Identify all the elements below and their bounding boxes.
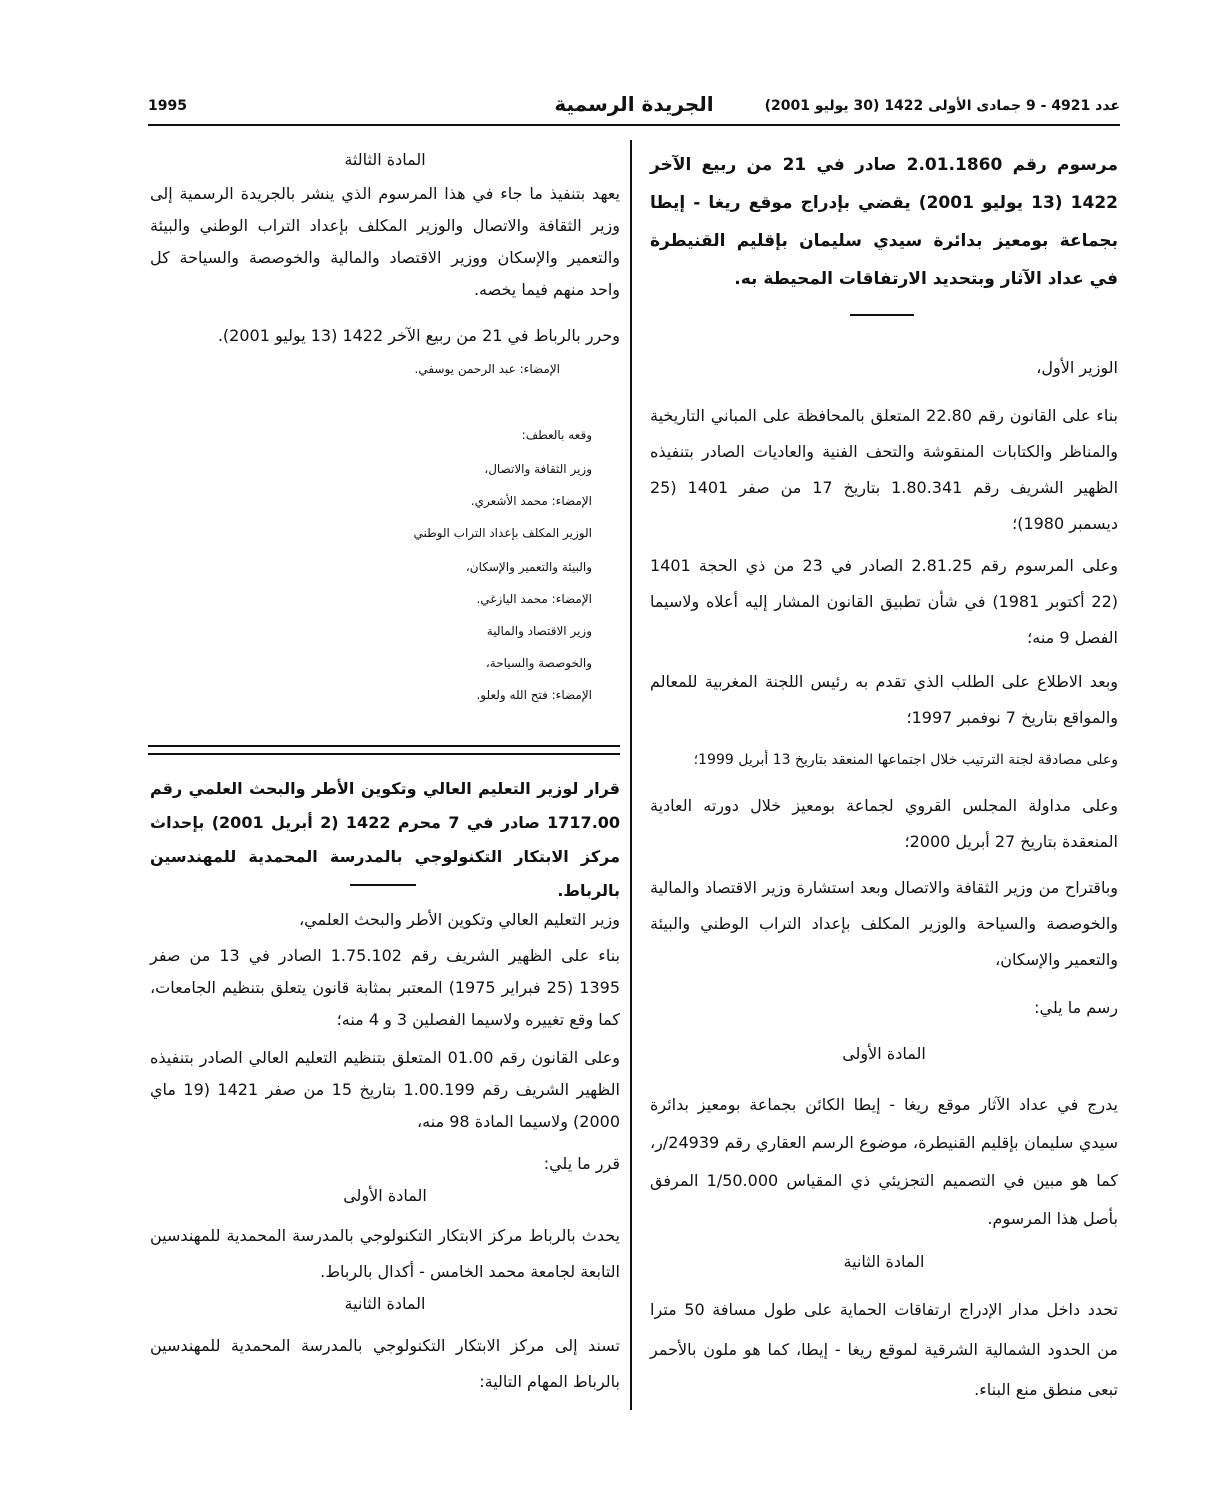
page-number: 1995 [148, 98, 187, 114]
preamble-4: وعلى مصادقة لجنة الترتيب خلال اجتماعها المنعقد بتاريخ 13 أبريل 1999؛ [693, 752, 1118, 768]
article-3-heading: المادة الثالثة [344, 150, 426, 169]
order-title: قرار لوزير التعليم العالي وتكوين الأطر والبحث العلمي رقم 1717.00 صادر في 7 محرم 1422 (2 أبريل 2001) بإحداث مركز الابتكار التكنولوجي بالمدرسة المحمدية للمهندسين بالرباط. [150, 779, 621, 900]
countersign-intro: وقعه بالعطف: [521, 428, 592, 442]
title-separator [850, 314, 914, 316]
order-preamble-2: وعلى القانون رقم 01.00 المتعلق بتنظيم التعليم العالي الصادر بتنفيذه الظهير الشريف رقم 1.00.199 بتاريخ 15 من صفر 1421 (19 ماي 2000) ولاسيما المادة 98 منه، [150, 1048, 620, 1131]
order-article-1-heading: المادة الأولى [343, 1186, 427, 1205]
decrees-line: رسم ما يلي: [1034, 998, 1118, 1017]
order-article-2-text: تسند إلى مركز الابتكار التكنولوجي بالمدرسة المحمدية للمهندسين بالرباط المهام التالية: [150, 1336, 620, 1391]
order-article-2-heading: المادة الثانية [344, 1294, 426, 1313]
right-column [650, 140, 1118, 1405]
section-double-rule [148, 745, 620, 755]
preamble-2: وعلى المرسوم رقم 2.81.25 الصادر في 23 من ذي الحجة 1401 (22 أكتوبر 1981) في شأن تطبيق القانون المشار إليه أعلاه ولاسيما الفصل 9 منه؛ [650, 556, 1118, 647]
order-preamble-1: بناء على الظهير الشريف رقم 1.75.102 الصادر في 13 من صفر 1395 (25 فبراير 1975) المعتبر بمثابة قانون يتعلق بتنظيم الجامعات، كما وقع تغييره ولاسيما الفصلين 3 و 4 منه؛ [150, 946, 620, 1029]
done-at: وحرر بالرباط في 21 من ربيع الآخر 1422 (13 يوليو 2001). [217, 326, 620, 345]
order-decides: قرر ما يلي: [543, 1154, 620, 1173]
order-issuer: وزير التعليم العالي وتكوين الأطر والبحث العلمي، [298, 910, 620, 929]
countersign-5: الإمضاء: محمد اليازغي. [476, 592, 592, 606]
countersign-6: وزير الاقتصاد والمالية [486, 624, 592, 638]
gazette-title: الجريدة الرسمية [554, 92, 714, 116]
issuer: الوزير الأول، [1036, 358, 1118, 377]
preamble-6: وباقتراح من وزير الثقافة والاتصال وبعد استشارة وزير الاقتصاد والمالية والخوصصة والسياحة والوزير المكلف بإعداد التراب الوطني والبيئة والتعمير والإسكان، [650, 878, 1118, 969]
preamble-5: وعلى مداولة المجلس القروي لجماعة بومعيز خلال دورته العادية المنعقدة بتاريخ 27 أبريل 2000؛ [650, 796, 1118, 851]
article-2-text: تحدد داخل مدار الإدراج ارتفاقات الحماية على طول مسافة 50 مترا من الحدود الشمالية الشرقية لموقع ريغا - إيطا، كما هو ملون بالأحمر تبعى منطق منع البناء. [650, 1300, 1118, 1399]
order-title-separator [350, 884, 416, 886]
left-column [150, 140, 620, 1405]
countersign-7: والخوصصة والسياحة، [485, 656, 592, 670]
article-3-text: يعهد بتنفيذ ما جاء في هذا المرسوم الذي ينشر بالجريدة الرسمية إلى وزير الثقافة والاتصال والوزير المكلف بإعداد التراب الوطني والبيئة والتعمير والإسكان ووزير الاقتصاد والمالية والخوصصة والسياحة كل واحد منهم فيما يخصه. [150, 184, 620, 299]
column-divider [630, 140, 632, 1410]
prime-minister-signature: الإمضاء: عبد الرحمن يوسفي. [414, 362, 560, 376]
countersign-4: والبيئة والتعمير والإسكان، [465, 560, 592, 574]
article-1-text: يدرج في عداد الآثار موقع ريغا - إيطا الكائن بجماعة بومعيز بدائرة سيدي سليمان بإقليم القنيطرة، موضوع الرسم العقاري رقم 24939/ر، كما هو مبين في التصميم التجزيئي ذي المقياس 1/50.000 المرفق بأصل هذا المرسوم. [650, 1095, 1118, 1228]
issue-info: عدد 4921 - 9 جمادى الأولى 1422 (30 يوليو 2001) [764, 98, 1120, 114]
preamble-3: وبعد الاطلاع على الطلب الذي تقدم به رئيس اللجنة المغربية للمعالم والمواقع بتاريخ 7 نوفمبر 1997؛ [650, 672, 1118, 727]
countersign-2: الإمضاء: محمد الأشعري. [470, 494, 592, 508]
decree-title: مرسوم رقم 2.01.1860 صادر في 21 من ربيع الآخر 1422 (13 يوليو 2001) يقضي بإدراج موقع ريغا - إيطا بجماعة بومعيز بدائرة سيدي سليمان بإقليم القنيطرة في عداد الآثار وبتحديد الارتفاقات المحيطة به. [650, 155, 1118, 289]
countersign-8: الإمضاء: فتح الله ولعلو. [476, 688, 592, 702]
countersign-1: وزير الثقافة والاتصال، [484, 462, 592, 476]
preamble-1: بناء على القانون رقم 22.80 المتعلق بالمحافظة على المباني التاريخية والمناظر والكتابات المنقوشة والتحف الفنية والعاديات الصادر بتنفيذه الظهير الشريف رقم 1.80.341 بتاريخ 17 من صفر 1401 (25 ديسمبر 1980)؛ [650, 406, 1119, 533]
countersign-3: الوزير المكلف بإعداد التراب الوطني [413, 526, 592, 540]
article-1-heading: المادة الأولى [842, 1044, 926, 1063]
article-2-heading: المادة الثانية [843, 1252, 925, 1271]
header-rule [148, 124, 1120, 126]
order-article-1-text: يحدث بالرباط مركز الابتكار التكنولوجي بالمدرسة المحمدية للمهندسين التابعة لجامعة محمد الخامس - أكدال بالرباط. [150, 1226, 620, 1281]
page-header [148, 92, 1120, 122]
